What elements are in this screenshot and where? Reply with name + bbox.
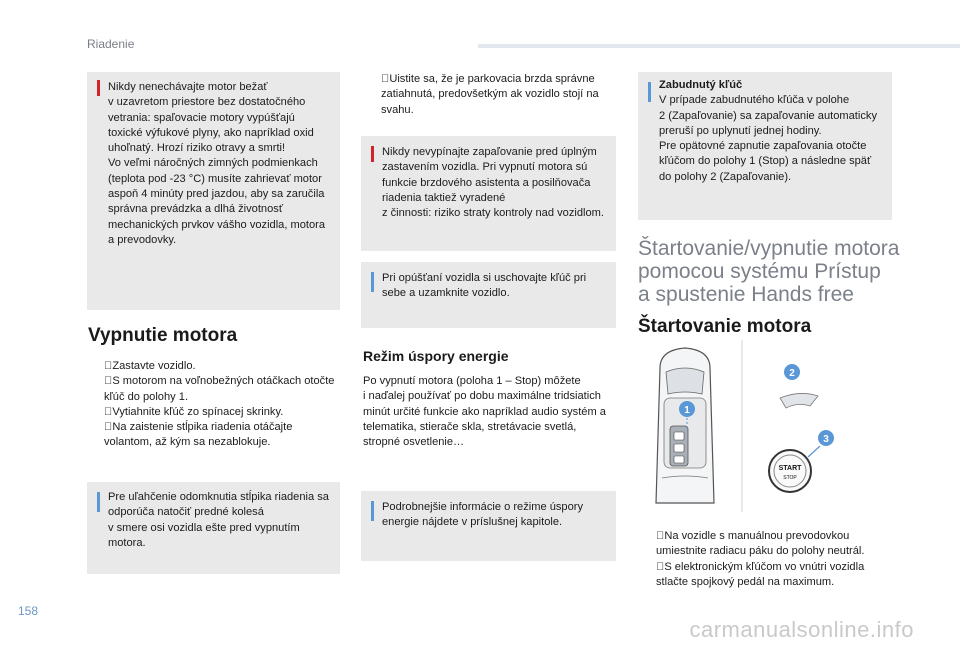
stop-label: STOP — [783, 475, 797, 481]
info-icon — [371, 501, 374, 521]
engine-stop-steps — [88, 359, 338, 451]
heading-engine-start: Štartovanie motora — [638, 316, 812, 337]
section-title-hands-free: Štartovanie/vypnutie motora pomocou systému Prístup a spustenie Hands free — [638, 237, 900, 306]
warning-icon — [371, 146, 374, 162]
callout-3 — [818, 430, 834, 446]
heading-engine-stop: Vypnutie motora — [88, 325, 238, 346]
info-box-forgotten-key — [638, 72, 892, 220]
callout-1 — [679, 401, 695, 417]
info-icon — [648, 82, 651, 102]
page-number: 158 — [18, 604, 39, 618]
watermark-text: carmanualsonline.info — [689, 617, 914, 642]
list-item: Uistite sa, že je parkovacia brzda správne zatiahnutá, predovšetkým ak vozidlo stojí na svahu. — [381, 73, 599, 116]
start-stop-illustration — [640, 338, 890, 514]
warning-text: Nikdy nenechávajte motor bežať v uzavretom priestore bez dostatočného vetrania: spaľovacie motory vypúšťajú toxické výfukové plyny, ako napríklad oxid uhoľnatý. Hrozí riziko otravy a smrti! Vo veľmi náročných zimných podmienkach (teplota pod -23 °C) musíte zahrievať motor aspoň 4 minúty pred jazdou, aby sa zaručila správna prevádzka a dlhá životnosť mechanických prvkov vášho vozidla, motora a prevodovky. — [108, 81, 326, 246]
info-text: V prípade zabudnutého kľúča v polohe 2 (Zapaľovanie) sa zapaľovanie automaticky preruší po uplynutí jednej hodiny. Pre opätovné zapnutie zapaľovania otočte kľúčom do polohy 1 (Stop) a následne späť do polohy 2 (Zapaľovanie). — [659, 94, 877, 183]
info-box-energy-mode — [361, 491, 616, 561]
warning-icon — [97, 80, 100, 96]
callout-3-label: 3 — [823, 434, 829, 445]
callout-2-label: 2 — [789, 368, 795, 379]
callout-2 — [784, 364, 800, 380]
energy-saving-paragraph: Po vypnutí motora (poloha 1 – Stop) môžete i naďalej používať po dobu maximálne tridsiatich minút určité funkcie ako napríklad audio systém a telematika, stierače skla, stretávacie svetlá, stropné osvetlenie… — [363, 375, 606, 449]
info-title: Zabudnutý kľúč — [659, 79, 743, 91]
info-text: Pri opúšťaní vozidla si uschovajte kľúč pri sebe a uzamknite vozidlo. — [382, 272, 587, 300]
info-icon — [371, 272, 374, 292]
list-item: S elektronickým kľúčom vo vnútri vozidla stlačte spojkový pedál na maximum. — [656, 560, 865, 588]
parking-brake-note — [365, 72, 617, 118]
warning-text: Nikdy nevypínajte zapaľovanie pred úplným zastavením vozidla. Pri vypnutí motora sú funkcie brzdového asistenta a posilňovača riadenia taktiež vyradené z činnosti: riziko straty kontroly nad vozidlom. — [382, 146, 604, 220]
info-icon — [97, 492, 100, 512]
list-item: Zastavte vozidlo. — [112, 360, 196, 372]
header-section-title: Riadenie — [87, 37, 135, 51]
info-text: Pre uľahčenie odomknutia stĺpika riadenia sa odporúča natočiť predné kolesá v smere osi vozidla ešte pred vypnutím motora. — [108, 491, 329, 549]
info-box-keep-key — [361, 262, 616, 328]
list-item: S motorom na voľnobežných otáčkach otočte kľúč do polohy 1. — [104, 375, 335, 403]
list-item: Na vozidle s manuálnou prevodovkou umiestnite radiacu páku do polohy neutrál. — [656, 530, 865, 558]
info-box-steering-unlock — [87, 482, 340, 574]
warning-box-ignition — [361, 136, 616, 251]
list-item: Vytiahnite kľúč zo spínacej skrinky. — [112, 405, 284, 418]
car-topview — [656, 348, 714, 503]
heading-energy-saving: Režim úspory energie — [363, 348, 509, 364]
list-item: Na zaistenie stĺpika riadenia otáčajte volantom, až kým sa nezablokuje. — [104, 421, 293, 449]
engine-start-steps — [640, 529, 892, 590]
start-label: START — [778, 465, 802, 472]
header-divider — [478, 44, 960, 48]
start-stop-button — [769, 450, 811, 492]
warning-box-engine-running — [87, 72, 340, 310]
info-text: Podrobnejšie informácie o režime úspory energie nájdete v príslušnej kapitole. — [382, 501, 584, 529]
callout-1-label: 1 — [684, 405, 690, 416]
